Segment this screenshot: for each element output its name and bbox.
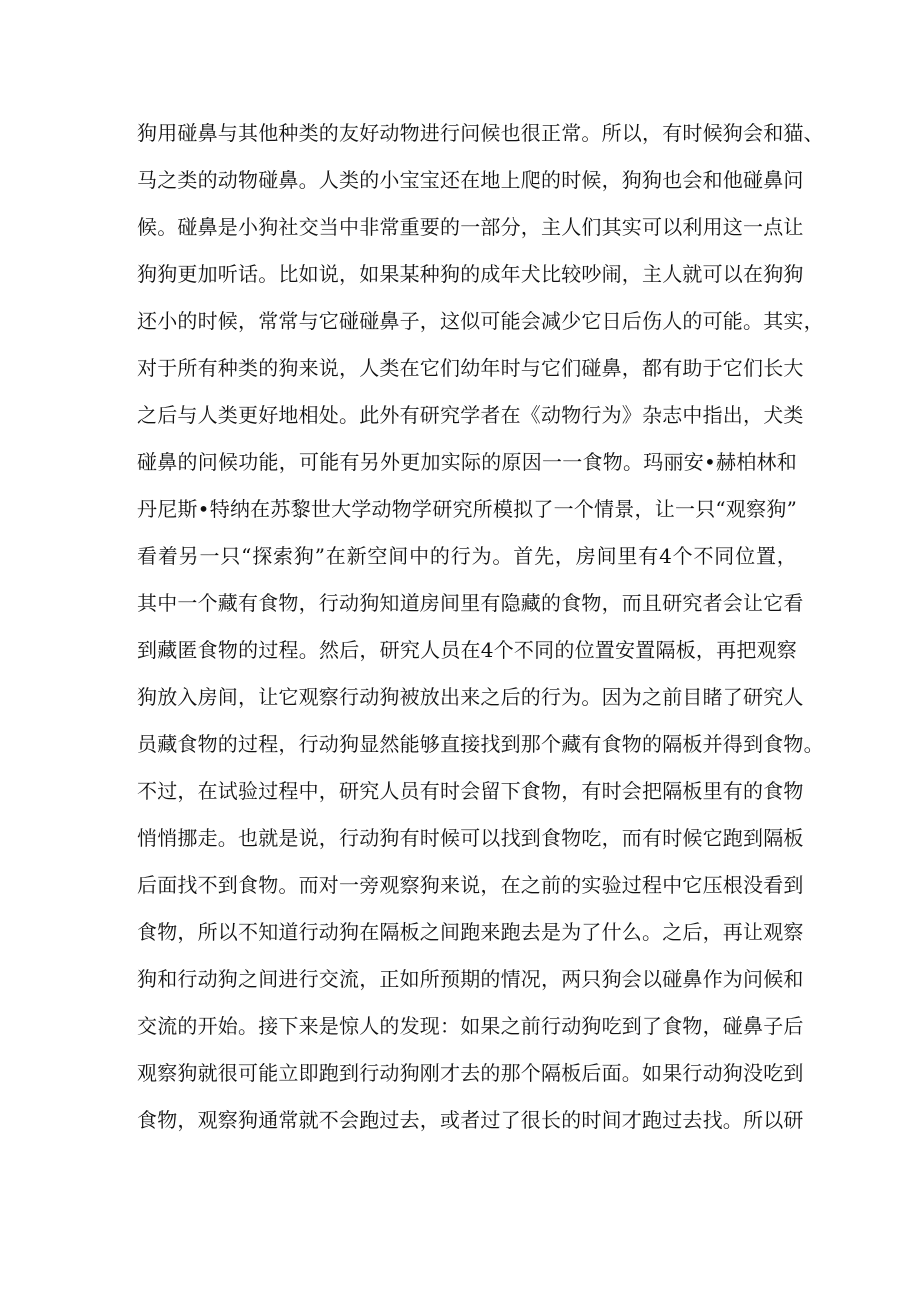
text-line: 对于所有种类的狗来说，人类在它们幼年时与它们碰鼻，都有助于它们长大 — [137, 356, 804, 380]
body-paragraph — [137, 110, 824, 1144]
text-line: 还小的时候，常常与它碰碰鼻子，这似可能会减少它日后伤人的可能。其实， — [137, 309, 824, 333]
text-line: 候。碰鼻是小狗社交当中非常重要的一部分，主人们其实可以利用这一点让 — [137, 215, 804, 239]
text-line: 观察狗就很可能立即跑到行动狗刚才去的那个隔板后面。如果行动狗没吃到 — [137, 1061, 804, 1085]
text-line: 悄悄挪走。也就是说，行动狗有时候可以找到食物吃，而有时候它跑到隔板 — [137, 826, 804, 850]
text-line: 丹尼斯•特纳在苏黎世大学动物学研究所模拟了一个情景，让一只“观察狗” — [137, 497, 797, 521]
text-line: 交流的开始。接下来是惊人的发现：如果之前行动狗吃到了食物，碰鼻子后 — [137, 1014, 804, 1038]
text-line: 员藏食物的过程，行动狗显然能够直接找到那个藏有食物的隔板并得到食物。 — [137, 732, 824, 756]
text-line: 到藏匿食物的过程。然后，研究人员在4个不同的位置安置隔板，再把观察 — [137, 638, 797, 662]
text-line: 食物，所以不知道行动狗在隔板之间跑来跑去是为了什么。之后，再让观察 — [137, 920, 804, 944]
text-line: 狗放入房间，让它观察行动狗被放出来之后的行为。因为之前目睹了研究人 — [137, 685, 804, 709]
text-line: 不过，在试验过程中，研究人员有时会留下食物，有时会把隔板里有的食物 — [137, 779, 804, 803]
text-line: 马之类的动物碰鼻。人类的小宝宝还在地上爬的时候，狗狗也会和他碰鼻问 — [137, 168, 804, 192]
text-line: 后面找不到食物。而对一旁观察狗来说，在之前的实验过程中它压根没看到 — [137, 873, 804, 897]
text-line: 狗和行动狗之间进行交流，正如所预期的情况，两只狗会以碰鼻作为问候和 — [137, 967, 804, 991]
text-line: 食物，观察狗通常就不会跑过去，或者过了很长的时间才跑过去找。所以研 — [137, 1108, 804, 1132]
text-line: 狗狗更加听话。比如说，如果某种狗的成年犬比较吵闹，主人就可以在狗狗 — [137, 262, 804, 286]
text-line: 其中一个藏有食物，行动狗知道房间里有隐藏的食物，而且研究者会让它看 — [137, 591, 804, 615]
text-line: 狗用碰鼻与其他种类的友好动物进行问候也很正常。所以，有时候狗会和猫、 — [137, 121, 824, 145]
text-line: 碰鼻的问候功能，可能有另外更加实际的原因一一食物。玛丽安•赫柏林和 — [137, 450, 797, 474]
text-line: 之后与人类更好地相处。此外有研究学者在《动物行为》杂志中指出，犬类 — [137, 403, 804, 427]
text-line: 看着另一只“探索狗”在新空间中的行为。首先，房间里有4个不同位置， — [137, 544, 797, 568]
